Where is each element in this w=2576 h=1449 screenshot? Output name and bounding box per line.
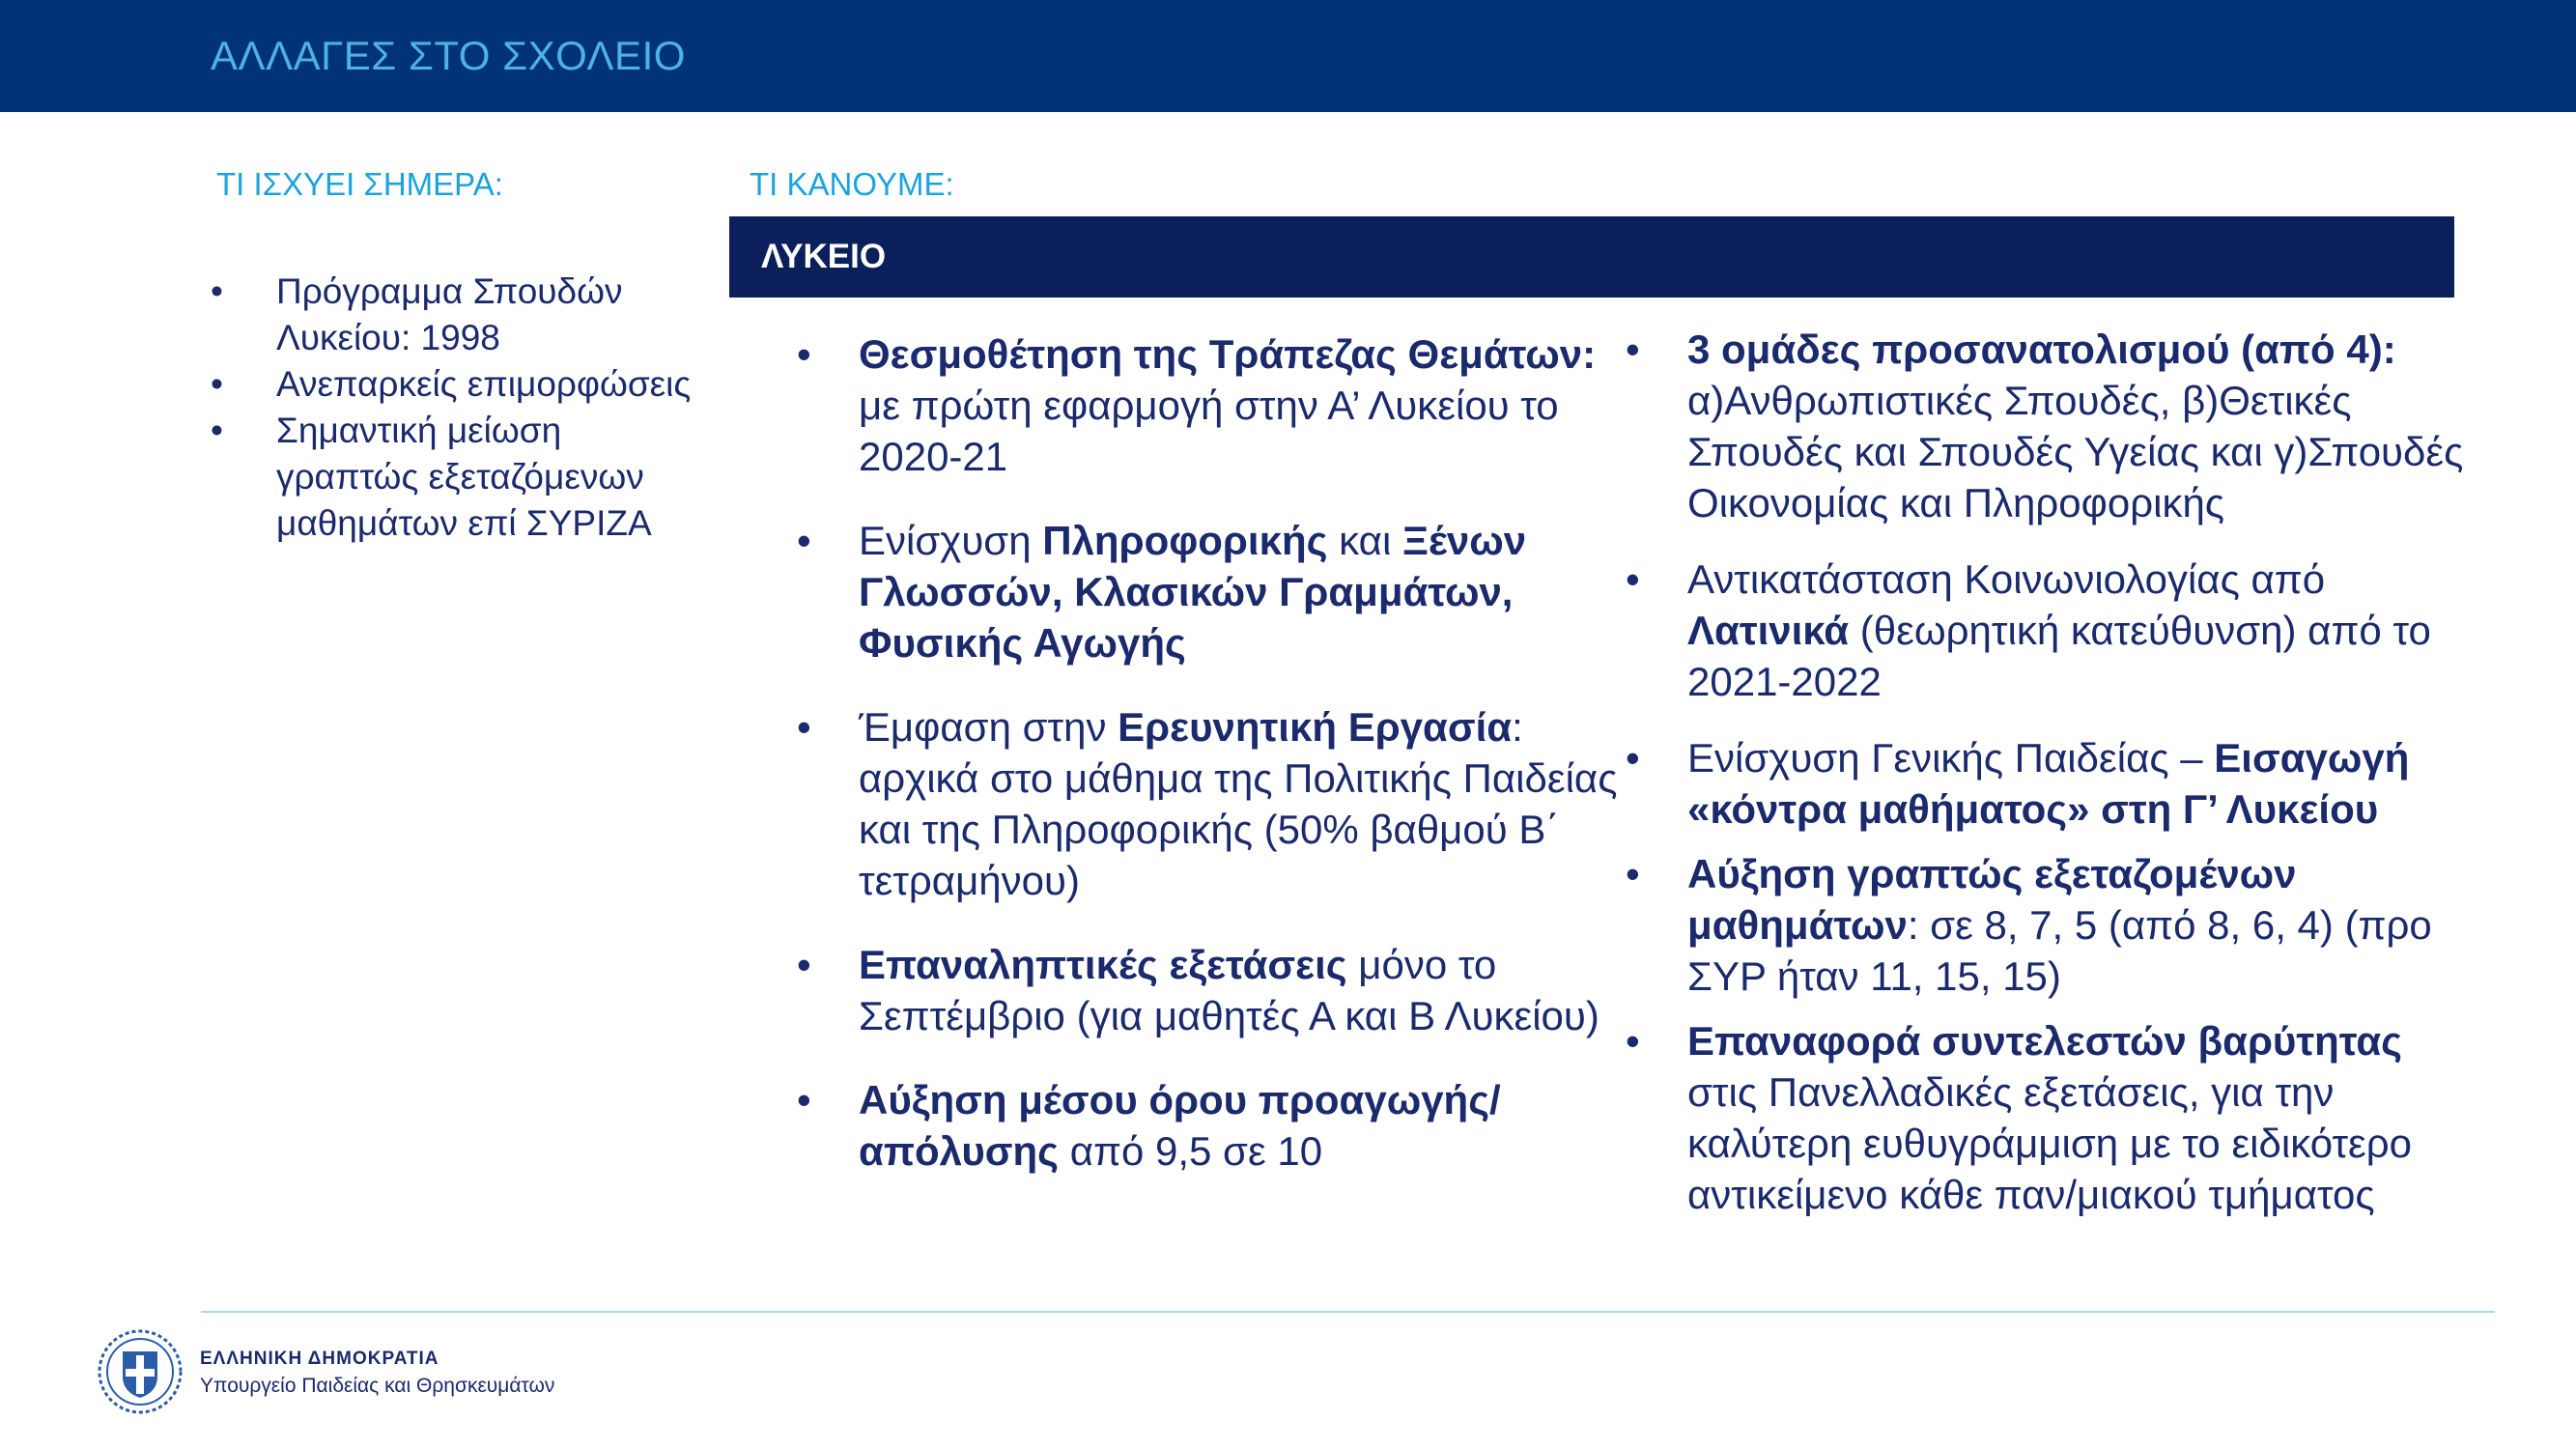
text: (θεωρητική κατεύθυνση) από το 2021-2022 (1687, 608, 2431, 704)
bold-text: Αύξηση μέσου όρου προαγωγής/απόλυσης (859, 1077, 1501, 1174)
bold-text: 3 ομάδες προσανατολισμού (από 4): (1687, 327, 2396, 372)
text: : αρχικά στο μάθημα της Πολιτικής Παιδείας και της Πληροφορικής (50% βαθμού Β΄ τετραμήνου) (859, 704, 1618, 903)
footer-ministry: Υπουργείο Παιδείας και Θρησκευμάτων (200, 1375, 555, 1397)
current-state-label: ΤΙ ΙΣΧΥΕΙ ΣΗΜΕΡΑ: (216, 166, 503, 202)
list-item (1626, 324, 2476, 528)
list-item (797, 1074, 1628, 1177)
text: Ενίσχυση (859, 518, 1043, 563)
actions-column-1 (797, 328, 1628, 1177)
text: Έμφαση στην (859, 704, 1118, 750)
lykeio-label: ΛΥΚΕΙΟ (761, 238, 887, 275)
text: και (1327, 518, 1402, 563)
text: μόνο το Σεπτέμβριο (για μαθητές Α και Β Λυκείου) (859, 942, 1599, 1038)
bold-text: Επαναφορά συντελεστών βαρύτητας (1687, 1018, 2403, 1064)
bold-text: Επαναληπτικές εξετάσεις (859, 942, 1347, 987)
current-state-list (211, 269, 694, 547)
actions-column-2 (1626, 324, 2476, 1220)
list-item: • Σημαντική μείωση γραπτώς εξεταζόμενων μαθημάτων επί ΣΥΡΙΖΑ (211, 408, 694, 547)
bold-text: Ερευνητική Εργασία (1118, 704, 1513, 750)
list-item (1626, 554, 2476, 707)
list-item (1626, 732, 2476, 835)
text: από 9,5 σε 10 (1059, 1128, 1323, 1174)
text: α)Ανθρωπιστικές Σπουδές, β)Θετικές Σπουδές και Σπουδές Υγείας και γ)Σπουδές Οικονομίας και Πληροφορικής (1687, 378, 2464, 526)
bold-text: Αύξηση γραπτώς εξεταζομένων μαθημάτων (1687, 851, 2297, 948)
list-item (797, 515, 1628, 668)
header-bar (0, 0, 2576, 112)
bold-text: Εισαγωγή «κόντρα μαθήματος» στη Γ’ Λυκείου (1687, 735, 2410, 832)
bold-text: Ξένων Γλωσσών, Κλασικών Γραμμάτων, Φυσικής Αγωγής (859, 518, 1527, 666)
list-item (797, 701, 1628, 906)
list-item (797, 939, 1628, 1041)
lykeio-header-bar (729, 216, 2454, 298)
list-item: • Πρόγραμμα Σπουδών Λυκείου: 1998 (211, 269, 694, 361)
page-title: ΑΛΛΑΓΕΣ ΣΤΟ ΣΧΟΛΕΙΟ (211, 33, 686, 78)
text: Αντικατάσταση Κοινωνιολογίας από (1687, 556, 2326, 602)
text: με πρώτη εφαρμογή στην Α’ Λυκείου το 2020-21 (859, 383, 1559, 479)
list-item (1626, 848, 2476, 1002)
bold-text: Θεσμοθέτηση της Τράπεζας Θεμάτων: (859, 331, 1597, 377)
list-item: • Ανεπαρκείς επιμορφώσεις (211, 361, 694, 408)
text: στις Πανελλαδικές εξετάσεις, για την καλύτερη ευθυγράμμιση με το ειδικότερο αντικείμενο κάθε παν/μιακού τμήματος (1687, 1069, 2413, 1217)
bold-text: Πληροφορικής (1042, 518, 1328, 563)
text: : σε 8, 7, 5 (από 8, 6, 4) (προ ΣΥΡ ήταν 11, 15, 15) (1687, 902, 2432, 999)
list-item (1626, 1015, 2476, 1220)
actions-label: ΤΙ ΚΑΝΟΥΜΕ: (750, 166, 954, 202)
footer-divider (201, 1311, 2495, 1313)
text: Ενίσχυση Γενικής Παιδείας – (1687, 735, 2215, 781)
footer-org: ΕΛΛΗΝΙΚΗ ΔΗΜΟΚΡΑΤΙΑ (200, 1349, 439, 1369)
greek-coat-of-arms-icon (97, 1328, 184, 1415)
bold-text: Λατινικά (1687, 608, 1850, 653)
list-item (797, 328, 1628, 482)
